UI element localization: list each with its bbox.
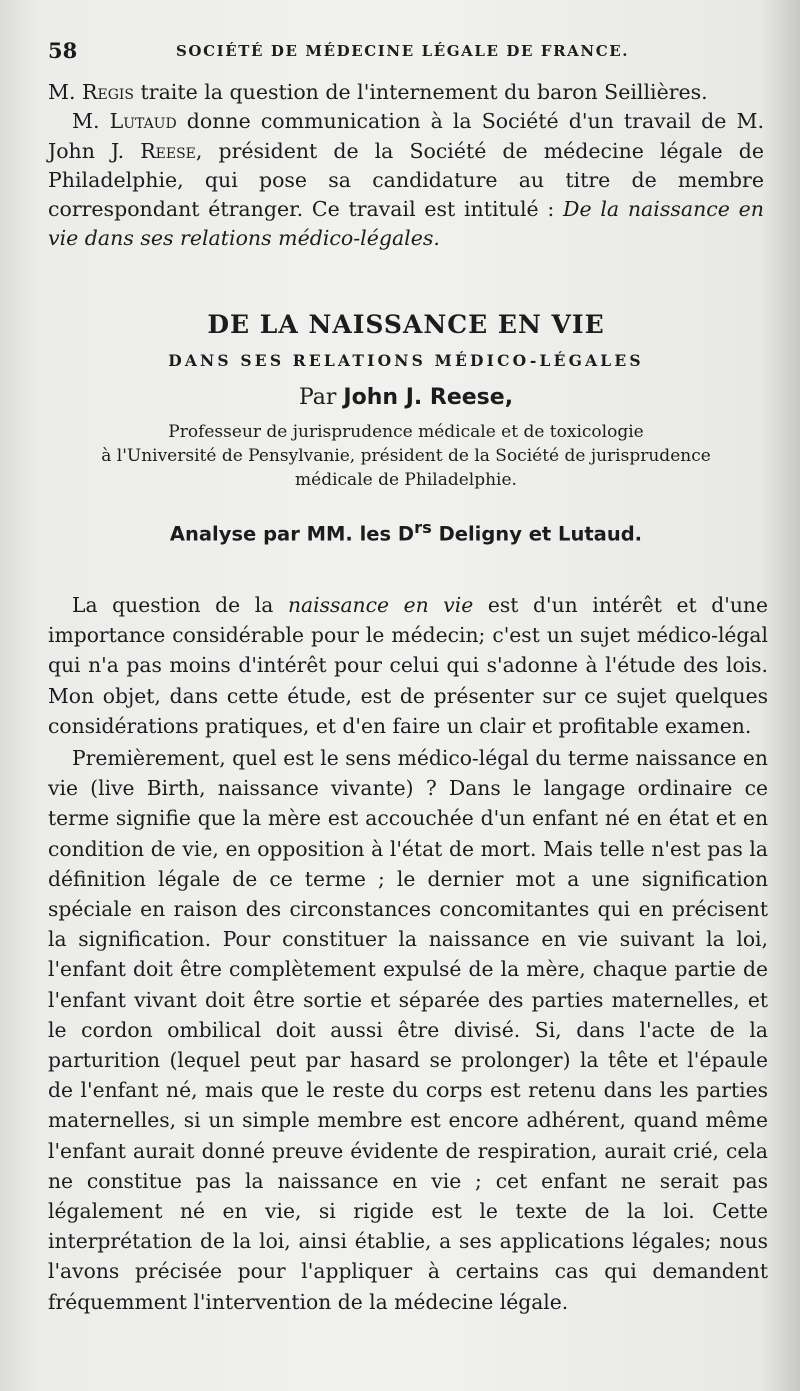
analysis-credit: Analyse par MM. les $D^{rs}$ Deligny et Lutaud. xyxy=(169,518,643,546)
article-body xyxy=(48,590,768,1317)
intro-section xyxy=(48,78,764,254)
byline: Par John J. Reese, xyxy=(298,385,514,410)
article-heading xyxy=(48,306,764,549)
name-lutaud: Lutaud xyxy=(109,109,177,134)
running-head: SOCIÉTÉ DE MÉDECINE LÉGALE DE FRANCE. xyxy=(176,42,630,60)
intro-paragraph-lutaud: M. Lutaud donne communication à la Société d'un travail de M. John J. Reese, président de la Société de médecine légale de Philadelphie, qui pose sa candidature au titre de membre correspondant étranger. Ce travail est intitulé : De la naissance en vie dans ses relations médico-légales. xyxy=(48,109,764,251)
author-name: John J. Reese, xyxy=(343,385,514,410)
name-reese: Reese xyxy=(140,138,196,163)
article-subtitle: DANS SES RELATIONS MÉDICO-LÉGALES xyxy=(168,351,644,370)
work-title: De la naissance en vie dans ses relations médico-légales. xyxy=(48,197,764,251)
page-header xyxy=(48,38,768,68)
name-regis: Regis xyxy=(82,80,135,104)
author-affiliation: Professeur de jurisprudence médicale et de toxicologie à l'Université de Pensylvanie, président de la Société de jurisprudence médicale de Philadelphie. xyxy=(101,422,711,490)
article-title: DE LA NAISSANCE EN VIE xyxy=(207,310,605,339)
body-paragraph-1: La question de la naissance en vie est d'un intérêt et d'une importance considérable pour le médecin; c'est un sujet médico-légal qui n'a pas moins d'intérêt pour celui qui s'adonne à l'étude des lois. Mon objet, dans cette étude, est de présenter sur ce sujet quelques considérations pratiques, et d'en faire un clair et profitable examen. xyxy=(48,593,768,738)
intro-paragraph-regis: M. Regis traite la question de l'internement du baron Seillières. xyxy=(48,80,708,104)
body-paragraph-2: Premièrement, quel est le sens médico-légal du terme naissance en vie (live Birth, naissance vivante) ? Dans le langage ordinaire ce terme signifie que la mère est accouchée d'un enfant né en état et en condition de vie, en opposition à l'état de mort. Mais telle n'est pas la définition légale de ce terme ; le dernier mot a une signification spéciale en raison des circonstances concomitantes qui en précisent la signification. Pour constituer la naissance en vie suivant la loi, l'enfant doit être complètement expulsé de la mère, chaque partie de l'enfant vivant doit être sortie et séparée des parties maternelles, et le cordon ombilical doit aussi être divisé. Si, dans l'acte de la parturition (lequel peut par hasard se prolonger) la tête et l'épaule de l'enfant né, mais que le reste du corps est retenu dans les parties maternelles, si un simple membre est encore adhérent, quand même l'enfant aurait donné preuve évidente de respiration, aurait crié, cela ne constitue pas la naissance en vie ; cet enfant ne serait pas légalement né en vie, si rigide est le texte de la loi. Cette interprétation de la loi, ainsi établie, a ses applications légales; nous l'avons précisée pour l'appliquer à certains cas qui demandent fréquemment l'intervention de la médecine légale. xyxy=(48,746,768,1314)
page-number: 58 xyxy=(48,38,78,63)
